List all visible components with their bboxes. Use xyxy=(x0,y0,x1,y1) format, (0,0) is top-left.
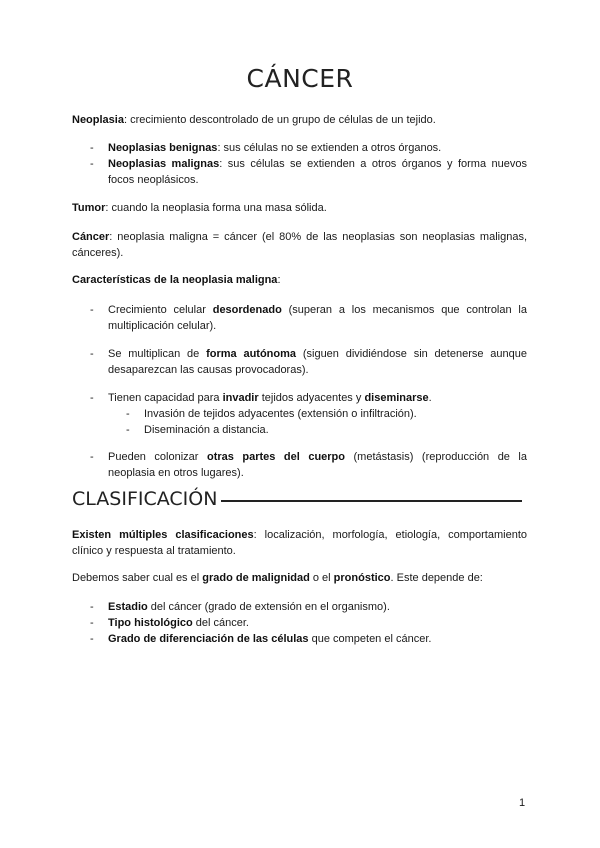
bold-text: invadir xyxy=(222,392,259,404)
list-item xyxy=(72,302,527,334)
list-item xyxy=(72,156,527,188)
term: Neoplasias benignas xyxy=(108,142,218,154)
bold-text: forma autónoma xyxy=(206,348,297,360)
text: del cáncer. xyxy=(192,617,249,629)
characteristic-4 xyxy=(72,449,527,481)
bold-text: diseminarse xyxy=(364,392,429,404)
item-text: : sus células no se extienden a otros órganos. xyxy=(217,142,442,154)
list-item xyxy=(72,599,527,615)
heading-text: Características de la neoplasia maligna xyxy=(72,274,278,286)
bold-text: pronóstico xyxy=(333,572,391,584)
section-title: CLASIFICACIÓN xyxy=(72,488,218,510)
section-heading xyxy=(72,488,522,510)
characteristic-3 xyxy=(72,390,527,438)
term: Neoplasia xyxy=(72,114,124,126)
sub-list-item: - Invasión de tejidos adyacentes (extensión o infiltración). xyxy=(108,406,527,422)
factors-list xyxy=(72,599,527,647)
bold-text: Grado de diferenciación de las células xyxy=(108,633,309,645)
list-item xyxy=(72,449,527,481)
prognosis-paragraph xyxy=(72,570,527,586)
text: . Este depende de: xyxy=(390,572,483,584)
bold-text: desordenado xyxy=(212,304,282,316)
bold-text: grado de malignidad xyxy=(202,572,310,584)
characteristic-1 xyxy=(72,302,527,334)
text: . xyxy=(428,392,432,404)
text: del cáncer (grado de extensión en el organismo). xyxy=(147,601,390,613)
list-item xyxy=(72,140,527,156)
text: Pueden colonizar xyxy=(108,451,207,463)
term: Cáncer xyxy=(72,231,110,243)
list-item xyxy=(72,631,527,647)
definition-text: : crecimiento descontrolado de un grupo de células de un tejido. xyxy=(123,114,436,126)
heading-colon: : xyxy=(277,274,281,286)
text: Debemos saber cual es el xyxy=(72,572,203,584)
term: Neoplasias malignas xyxy=(108,158,220,170)
tumor-definition xyxy=(72,200,527,216)
bold-text: Tipo histológico xyxy=(108,617,193,629)
characteristic-2 xyxy=(72,346,527,378)
list-item xyxy=(72,390,527,438)
bold-text: Estadio xyxy=(108,601,148,613)
text: que competen el cáncer. xyxy=(308,633,432,645)
text: o el xyxy=(309,572,334,584)
sub-list-item: - Diseminación a distancia. xyxy=(108,422,527,438)
text: Se multiplican de xyxy=(108,348,207,360)
definition-text: : cuando la neoplasia forma una masa sólida. xyxy=(105,202,327,214)
neoplasia-types xyxy=(72,140,527,188)
text: : localización, morfología, etiología, comportamiento clínico y respuesta al tratamiento. xyxy=(72,529,528,557)
item-text: : sus células se extienden a otros órganos y forma nuevos focos neoplásicos. xyxy=(108,158,527,186)
term: Tumor xyxy=(72,202,106,214)
neoplasia-definition xyxy=(72,112,527,128)
characteristics-heading xyxy=(72,272,527,288)
text: Crecimiento celular xyxy=(108,304,213,316)
page-title: CÁNCER xyxy=(246,64,354,93)
bold-text: Existen múltiples clasificaciones xyxy=(72,529,254,541)
page-number: 1 xyxy=(519,797,526,809)
text: (superan a los mecanismos que controlan la multiplicación celular). xyxy=(108,304,527,332)
classification-intro xyxy=(72,527,527,559)
text: tejidos adyacentes y xyxy=(258,392,365,404)
sub-list xyxy=(108,406,527,438)
text: (siguen dividiéndose sin detenerse aunque desaparezcan las causas provocadoras). xyxy=(108,348,527,376)
list-item xyxy=(72,346,527,378)
section-rule xyxy=(221,500,522,502)
cancer-definition xyxy=(72,229,527,261)
text: Tienen capacidad para xyxy=(108,392,223,404)
definition-text: : neoplasia maligna = cáncer (el 80% de las neoplasias son neoplasias malignas, cánceres). xyxy=(72,231,527,259)
list-item xyxy=(72,615,527,631)
bold-text: otras partes del cuerpo xyxy=(206,451,345,463)
text: (metástasis) (reproducción de la neoplasia en otros lugares). xyxy=(108,451,527,479)
